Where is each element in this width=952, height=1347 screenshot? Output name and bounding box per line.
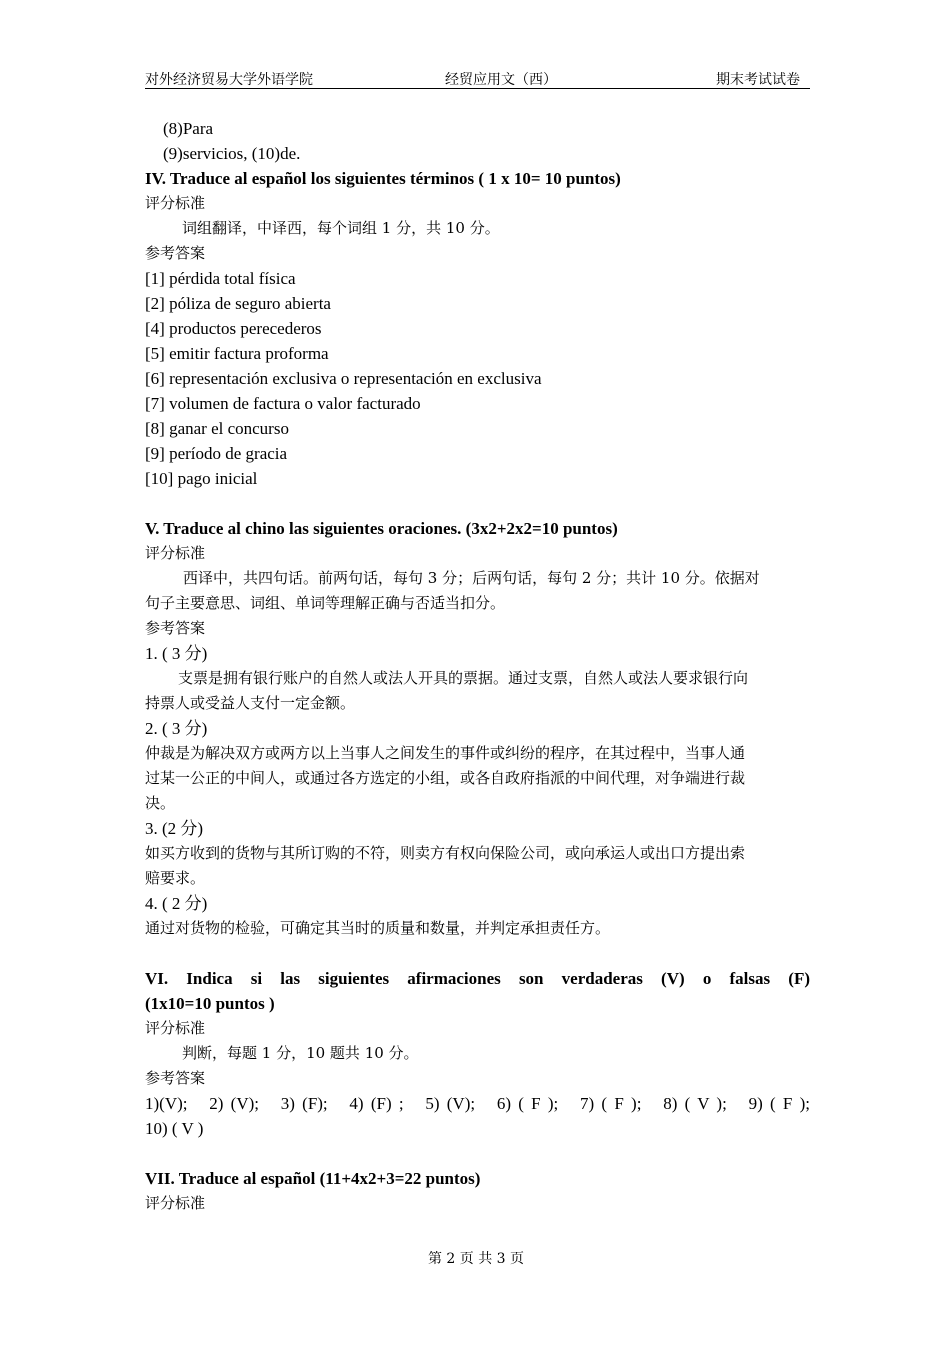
criteria-label: 评分标准 xyxy=(145,1194,206,1212)
answer-line: [2] póliza de seguro abierta xyxy=(145,294,331,313)
answer-line: 1)(V); 2) (V); 3) (F); 4) (F) ; 5) (V); 6) ( F ); 7) ( F ); 8) ( V ); 9) ( F ); xyxy=(145,1094,810,1113)
section-vii-title: VII. Traduce al español (11+4x2+3=22 puntos) xyxy=(145,1169,481,1188)
criteria-label: 评分标准 xyxy=(145,1019,206,1037)
criteria-text: 西译中，共四句话。前两句话，每句 3 分；后两句话，每句 2 分；共计 10 分。依据对 xyxy=(183,569,760,587)
answer-line: [1] pérdida total física xyxy=(145,269,296,288)
answer-label: 参考答案 xyxy=(145,1069,206,1087)
criteria-text: 句子主要意思、词组、单词等理解正确与否适当扣分。 xyxy=(145,594,506,612)
answer-text: 支票是拥有银行账户的自然人或法人开具的票据。通过支票，自然人或法人要求银行向 xyxy=(178,669,749,687)
section-vi-title: VI. Indica si las siguientes afirmaciones son verdaderas (V) o falsas (F) xyxy=(145,969,810,988)
answer-text: 赔要求。 xyxy=(145,869,206,887)
answer-text: 决。 xyxy=(145,794,176,812)
answer-line: (9)servicios, (10)de. xyxy=(163,144,301,163)
page-number: 第 2 页 共 3 页 xyxy=(427,1251,525,1267)
section-v-title: V. Traduce al chino las siguientes oraciones. (3x2+2x2=10 puntos) xyxy=(145,519,618,538)
answer-line: 10) ( V ) xyxy=(145,1119,204,1138)
header-course: 经贸应用文（西） xyxy=(445,72,557,88)
answer-line: [6] representación exclusiva o representación en exclusiva xyxy=(145,369,542,388)
criteria-label: 评分标准 xyxy=(145,194,206,212)
criteria-text: 判断，每题 1 分，10 题共 10 分。 xyxy=(182,1044,419,1062)
question-label: 3. (2 分) xyxy=(145,819,204,838)
answer-label: 参考答案 xyxy=(145,244,206,262)
answer-line: [9] período de gracia xyxy=(145,444,288,463)
question-label: 1. ( 3 分) xyxy=(145,644,208,663)
answer-text: 持票人或受益人支付一定金额。 xyxy=(145,694,356,712)
criteria-text: 词组翻译，中译西，每个词组 1 分，共 10 分。 xyxy=(182,219,500,237)
header-exam-type: 期末考试试卷 xyxy=(716,72,800,88)
answer-text: 如买方收到的货物与其所订购的不符，则卖方有权向保险公司，或向承运人或出口方提出索 xyxy=(145,844,746,862)
answer-line: [4] productos perecederos xyxy=(145,319,322,338)
page-header xyxy=(145,66,810,89)
answer-line: [10] pago inicial xyxy=(145,469,258,488)
answer-text: 通过对货物的检验，可确定其当时的质量和数量，并判定承担责任方。 xyxy=(145,919,611,937)
section-iv-title: IV. Traduce al español los siguientes términos ( 1 x 10= 10 puntos) xyxy=(145,169,621,188)
answer-line: [7] volumen de factura o valor facturado xyxy=(145,394,421,413)
answer-text: 仲裁是为解决双方或两方以上当事人之间发生的事件或纠纷的程序，在其过程中，当事人通 xyxy=(145,744,746,762)
answer-line: [8] ganar el concurso xyxy=(145,419,289,438)
section-vi-title-points: (1x10=10 puntos ) xyxy=(145,994,275,1013)
page-body xyxy=(145,116,810,1216)
question-label: 2. ( 3 分) xyxy=(145,719,208,738)
criteria-label: 评分标准 xyxy=(145,544,206,562)
answer-text: 过某一公正的中间人，或通过各方选定的小组，或各自政府指派的中间代理，对争端进行裁 xyxy=(145,769,746,787)
answer-line: [5] emitir factura proforma xyxy=(145,344,329,363)
question-label: 4. ( 2 分) xyxy=(145,894,208,913)
answer-label: 参考答案 xyxy=(145,619,206,637)
header-school: 对外经济贸易大学外语学院 xyxy=(145,72,313,88)
answer-line: (8)Para xyxy=(163,119,214,138)
